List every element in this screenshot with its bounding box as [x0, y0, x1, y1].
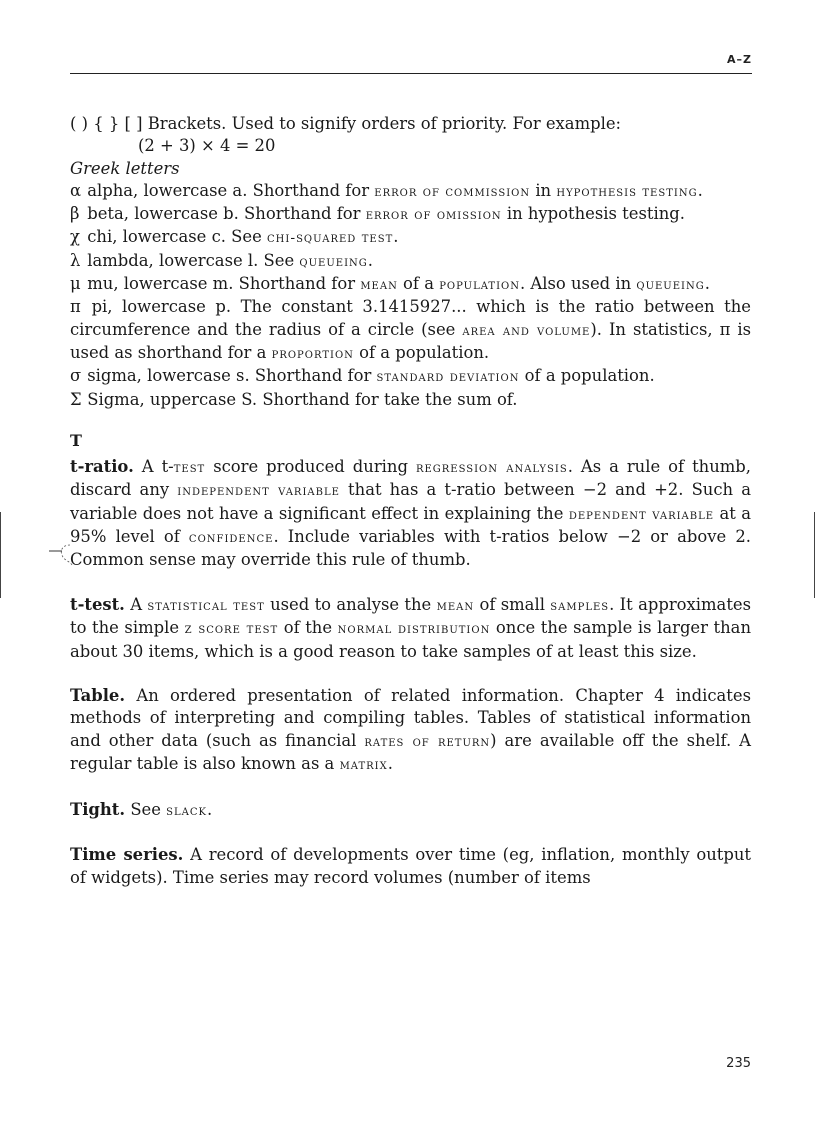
brackets-example: (2 + 3) × 4 = 20	[138, 136, 276, 156]
xref[interactable]: standard deviation	[376, 369, 520, 386]
entry-mu: μ mu, lowercase m. Shorthand for mean of a population. Also used in queueing.	[70, 273, 751, 296]
page-number: 235	[726, 1056, 751, 1071]
entry-sigma: σ sigma, lowercase s. Shorthand for standard deviation of a population.	[70, 365, 751, 388]
xref[interactable]: mean	[360, 277, 398, 294]
mu-symbol: μ	[70, 274, 81, 294]
entry-alpha: α alpha, lowercase a. Shorthand for error of commission in hypothesis testing.	[70, 180, 751, 203]
sigma-upper-symbol: Σ	[70, 389, 82, 409]
entry-table: Table. An ordered presentation of related information. Chapter 4 indicates methods of interpreting and compiling tables. Tables of statistical information and other data (such as financial rates of return) are available off the shelf. A regular table is also known as a matrix.	[70, 686, 751, 774]
xref[interactable]: normal distribution	[337, 621, 491, 638]
section-letter: T	[70, 430, 82, 450]
page-body	[70, 113, 751, 889]
xref[interactable]: chi-squared test	[267, 230, 394, 247]
entry-sigma-uppercase: Σ Sigma, uppercase S. Shorthand for take the sum of.	[70, 389, 751, 411]
headword: t-test.	[70, 594, 125, 614]
headword: Time series.	[70, 845, 184, 865]
entry-beta: β beta, lowercase b. Shorthand for error of omission in hypothesis testing.	[70, 203, 751, 226]
entry-t-ratio: t-ratio. A t-test score produced during regression analysis. As a rule of thumb, discard any independent variable that has a t-ratio between −2 and +2. Such a variable does not have a significant effect in explaining the dependent variable at a 95% level of confidence. Include variables with t-ratios below −2 or above 2. Common sense may override this rule of thumb.	[70, 457, 752, 570]
xref[interactable]: population	[439, 277, 520, 294]
xref[interactable]: slack	[166, 802, 208, 819]
headword: Table.	[70, 686, 126, 706]
xref[interactable]: area and volume	[462, 322, 591, 339]
scan-edge-right	[814, 512, 815, 598]
xref[interactable]: error of omission	[365, 207, 502, 224]
running-head: A–Z	[727, 53, 752, 66]
headword: Tight.	[70, 799, 126, 819]
xref[interactable]: independent variable	[177, 483, 340, 500]
xref[interactable]: matrix	[339, 757, 388, 774]
chi-symbol: χ	[70, 227, 80, 247]
pi-symbol: π	[70, 297, 81, 317]
xref[interactable]: proportion	[271, 345, 354, 362]
entry-chi: χ chi, lowercase c. See chi-squared test.	[70, 226, 751, 249]
scan-edge-left	[0, 512, 1, 598]
xref[interactable]: hypothesis testing	[556, 183, 698, 200]
xref[interactable]: statistical test	[147, 597, 265, 614]
xref[interactable]: confidence	[188, 530, 274, 547]
header-rule	[70, 73, 752, 74]
sigma-symbol: σ	[70, 366, 82, 386]
xref[interactable]: error of commission	[374, 183, 531, 200]
greek-letters-heading: Greek letters	[70, 158, 180, 178]
xref[interactable]: regression analysis	[415, 460, 568, 477]
xref[interactable]: samples	[550, 597, 610, 614]
headword: t-ratio.	[70, 457, 134, 477]
xref[interactable]: rates of return	[364, 733, 491, 750]
xref[interactable]: test	[173, 460, 206, 477]
xref[interactable]: queueing	[636, 277, 705, 294]
entry-t-test: t-test. A statistical test used to analyse the mean of small samples. It approximates to the simple z score test of the normal distribution once the sample is larger than about 30 items, which is a good reason to take samples of at least this size.	[70, 594, 752, 661]
entry-lambda: λ lambda, lowercase l. See queueing.	[70, 250, 751, 273]
xref[interactable]: dependent variable	[568, 506, 715, 523]
alpha-symbol: α	[70, 180, 82, 200]
xref[interactable]: queueing	[299, 253, 368, 270]
entry-tight: Tight. See slack.	[70, 799, 213, 819]
beta-symbol: β	[70, 204, 80, 224]
entry-time-series: Time series. A record of developments over time (eg, inflation, monthly output of widgets). Time series may record volumes (number of items	[70, 845, 751, 887]
xref[interactable]: mean	[436, 597, 475, 614]
lambda-symbol: λ	[70, 250, 81, 270]
xref[interactable]: z score test	[184, 621, 279, 638]
entry-pi: π pi, lowercase p. The constant 3.1415927... which is the ratio between the circumference and the radius of a circle (see area and volume). In statistics, π is used as shorthand for a proportion of a population.	[70, 297, 751, 362]
entry-brackets: ( ) { } [ ] Brackets. Used to signify orders of priority. For example:	[70, 114, 622, 133]
